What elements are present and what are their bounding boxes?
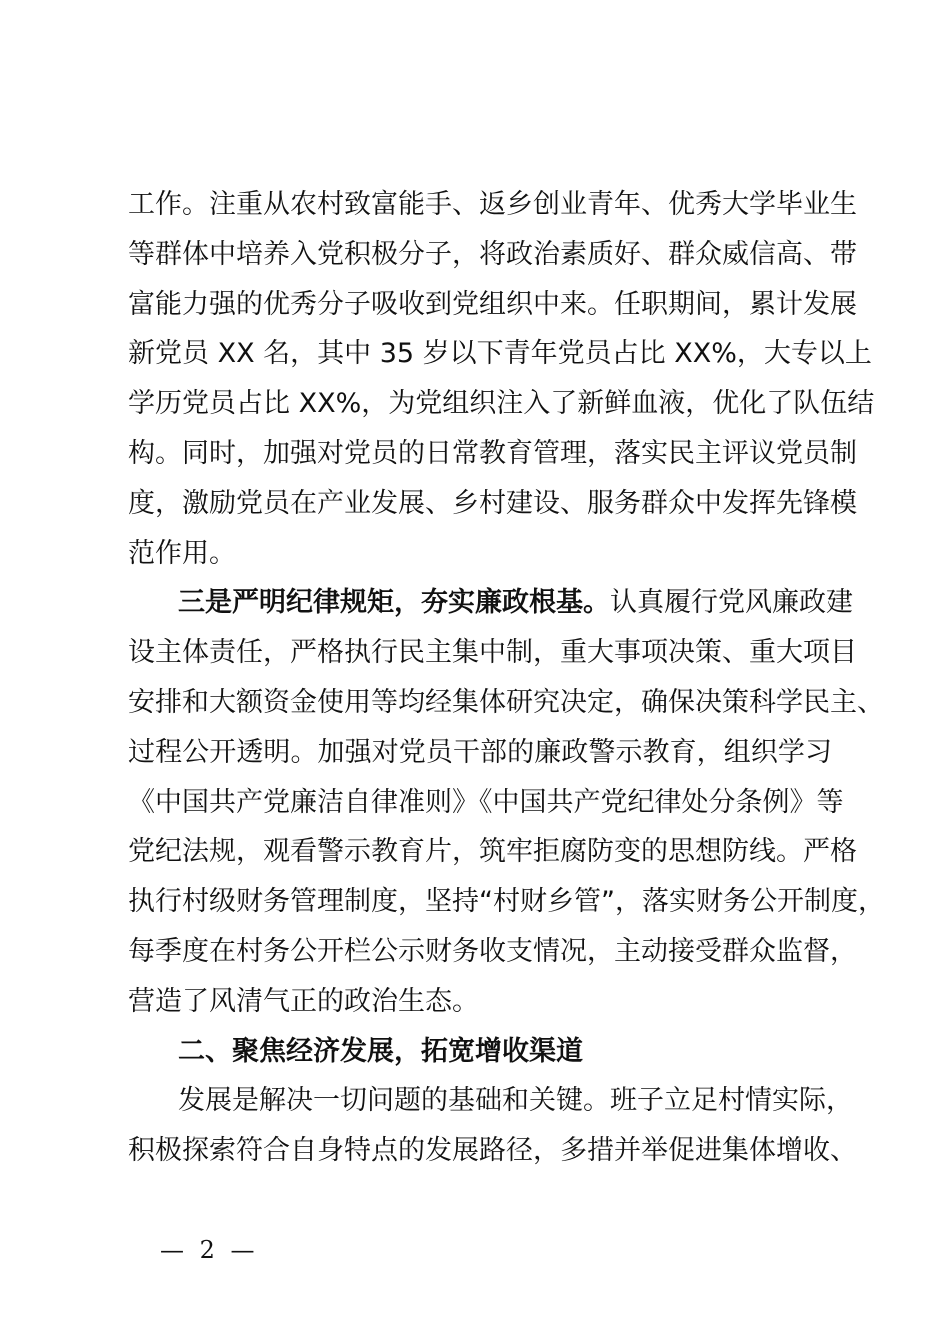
text-line	[128, 230, 857, 280]
line-text: 学历党员占比 XX%，为党组织注入了新鲜血液，优化了队伍结	[128, 388, 875, 420]
line-text: 过程公开透明。加强对党员干部的廉政警示教育，组织学习	[128, 736, 832, 768]
line-text: 认真履行党风廉政建	[610, 587, 853, 619]
text-line	[128, 927, 857, 977]
page-number: — 2 —	[160, 1236, 259, 1264]
text-line	[128, 977, 832, 1027]
text-line	[128, 1027, 832, 1077]
text-line	[128, 180, 857, 230]
text-line	[128, 529, 832, 579]
line-text: 设主体责任，严格执行民主集中制，重大事项决策、重大项目	[128, 637, 857, 669]
paragraph-lead: 三是严明纪律规矩，夯实廉政根基。	[178, 587, 610, 619]
line-text: 积极探索符合自身特点的发展路径，多措并举促进集体增收、	[128, 1135, 857, 1167]
text-line	[128, 1076, 853, 1126]
text-line	[128, 479, 857, 529]
text-line	[128, 827, 857, 877]
text-line	[128, 429, 857, 479]
line-text: 范作用。	[128, 537, 236, 569]
text-line	[128, 329, 872, 379]
line-text: 富能力强的优秀分子吸收到党组织中来。任职期间，累计发展	[128, 288, 857, 320]
text-line	[128, 778, 844, 828]
text-line	[128, 379, 875, 429]
text-line	[128, 728, 832, 778]
text-line	[128, 877, 885, 927]
text-line	[128, 1126, 857, 1176]
line-text: 构。同时，加强对党员的日常教育管理，落实民主评议党员制	[128, 437, 857, 469]
text-line	[128, 578, 853, 628]
line-text: 度，激励党员在产业发展、乡村建设、服务群众中发挥先锋模	[128, 487, 857, 519]
line-text: 发展是解决一切问题的基础和关键。班子立足村情实际，	[178, 1085, 853, 1117]
line-text: 工作。注重从农村致富能手、返乡创业青年、优秀大学毕业生	[128, 189, 857, 220]
text-line	[128, 280, 857, 330]
line-text: 等群体中培养入党积极分子，将政治素质好、群众威信高、带	[128, 238, 857, 270]
text-line	[128, 678, 884, 728]
text-line	[128, 628, 857, 678]
document-body	[128, 180, 885, 1176]
line-text: 《中国共产党廉洁自律准则》《中国共产党纪律处分条例》等	[128, 786, 844, 818]
line-text: 新党员 XX 名，其中 35 岁以下青年党员占比 XX%，大专以上	[128, 338, 872, 370]
line-text: 党纪法规，观看警示教育片，筑牢拒腐防变的思想防线。严格	[128, 836, 857, 868]
section-heading: 二、聚焦经济发展，拓宽增收渠道	[178, 1035, 583, 1067]
line-text: 每季度在村务公开栏公示财务收支情况，主动接受群众监督，	[128, 935, 857, 967]
line-text: 营造了风清气正的政治生态。	[128, 985, 479, 1017]
line-text: 安排和大额资金使用等均经集体研究决定，确保决策科学民主、	[128, 686, 884, 718]
line-text: 执行村级财务管理制度，坚持“村财乡管”，落实财务公开制度，	[128, 886, 885, 918]
